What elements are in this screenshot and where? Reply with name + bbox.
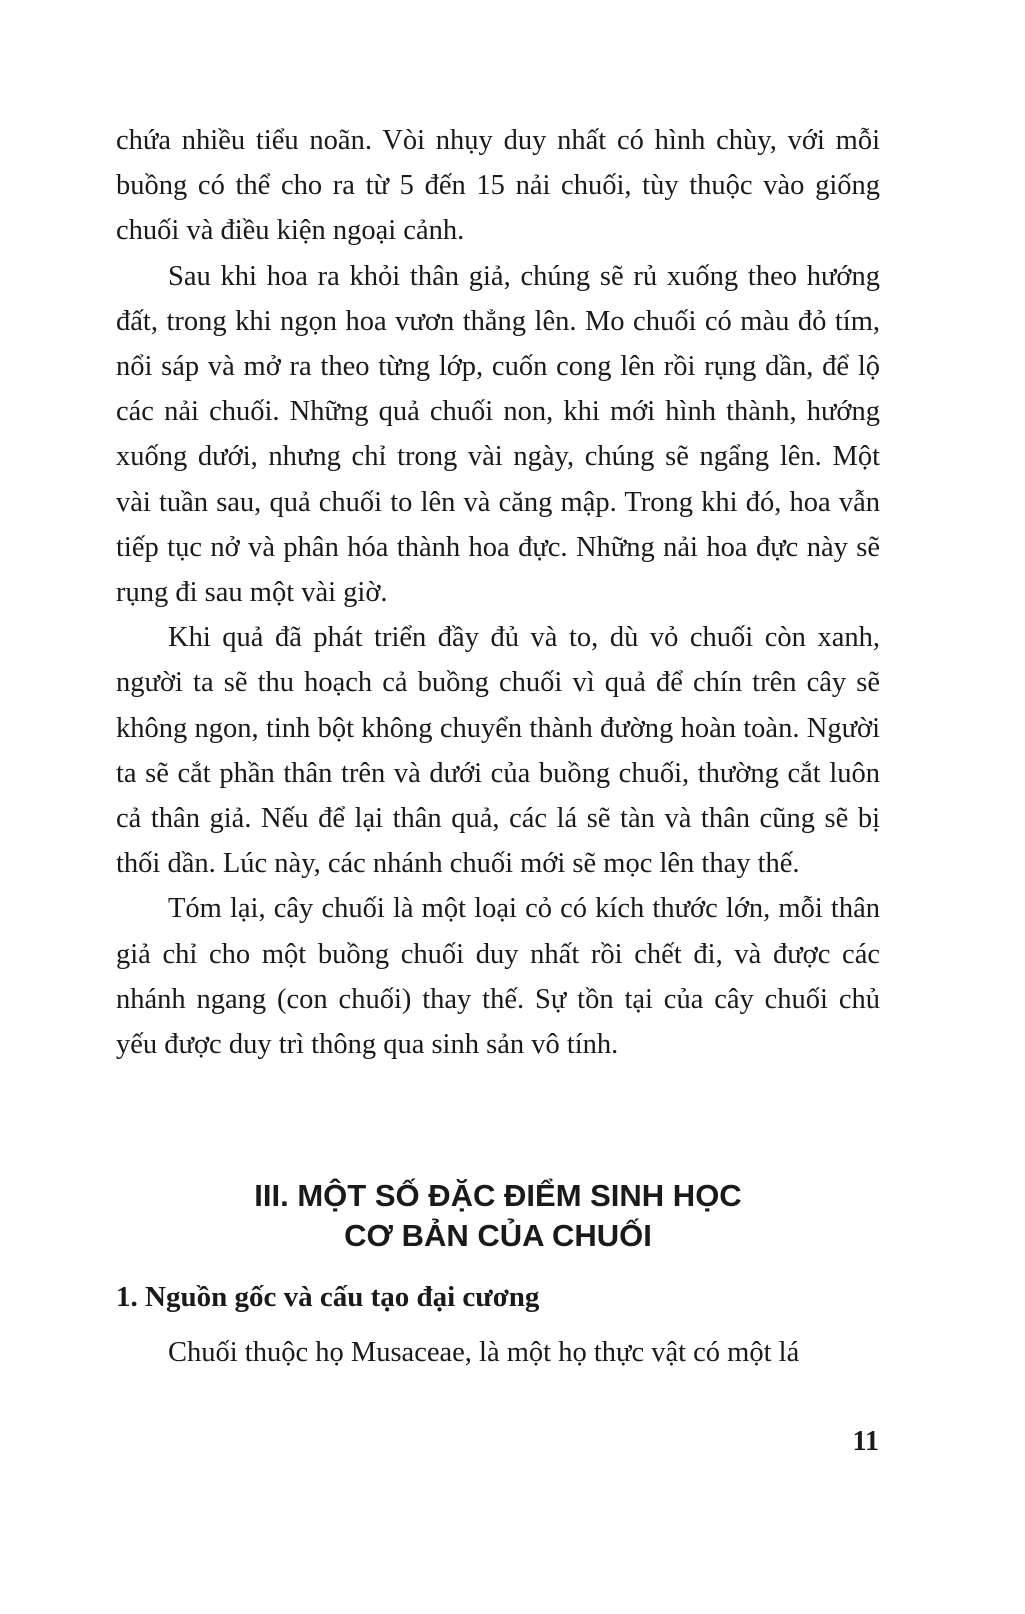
section-heading-line-2: CƠ BẢN CỦA CHUỐI: [344, 1218, 652, 1253]
paragraph-5: Chuối thuộc họ Musaceae, là một họ thực vật có một lá: [168, 1337, 800, 1368]
body-text: [116, 118, 880, 1067]
paragraph-4: Tóm lại, cây chuối là một loại cỏ có kích thước lớn, mỗi thân giả chỉ cho một buồng chuối duy nhất rồi chết đi, và được các nhánh ngang (con chuối) thay thế. Sự tồn tại của cây chuối chủ yếu được duy trì thông qua sinh sản vô tính.: [116, 893, 880, 1061]
paragraph-2: Sau khi hoa ra khỏi thân giả, chúng sẽ rủ xuống theo hướng đất, trong khi ngọn hoa vươn thẳng lên. Mo chuối có màu đỏ tím, nổi sáp và mở ra theo từng lớp, cuốn cong lên rồi rụng dần, để lộ các nải chuối. Những quả chuối non, khi mới hình thành, hướng xuống dưới, nhưng chỉ trong vài ngày, chúng sẽ ngẩng lên. Một vài tuần sau, quả chuối to lên và căng mập. Trong khi đó, hoa vẫn tiếp tục nở và phân hóa thành hoa đực. Những nải hoa đực này sẽ rụng đi sau một vài giờ.: [116, 260, 880, 609]
page-number: 11: [852, 1426, 879, 1457]
subsection-heading: 1. Nguồn gốc và cấu tạo đại cương: [116, 1281, 540, 1313]
section-heading-line-1: III. MỘT SỐ ĐẶC ĐIỂM SINH HỌC: [254, 1178, 742, 1213]
section-heading: [116, 1176, 880, 1256]
paragraph-3: Khi quả đã phát triển đầy đủ và to, dù vỏ chuối còn xanh, người ta sẽ thu hoạch cả buồng chuối vì quả để chín trên cây sẽ không ngon, tinh bột không chuyển thành đường hoàn toàn. Người ta sẽ cắt phần thân trên và dưới của buồng chuối, thường cắt luôn cả thân giả. Nếu để lại thân quả, các lá sẽ tàn và thân cũng sẽ bị thối dần. Lúc này, các nhánh chuối mới sẽ mọc lên thay thế.: [116, 622, 880, 880]
paragraph-1: chứa nhiều tiểu noãn. Vòi nhụy duy nhất có hình chùy, với mỗi buồng có thể cho ra từ 5 đến 15 nải chuối, tùy thuộc vào giống chuối và điều kiện ngoại cảnh.: [116, 125, 880, 247]
